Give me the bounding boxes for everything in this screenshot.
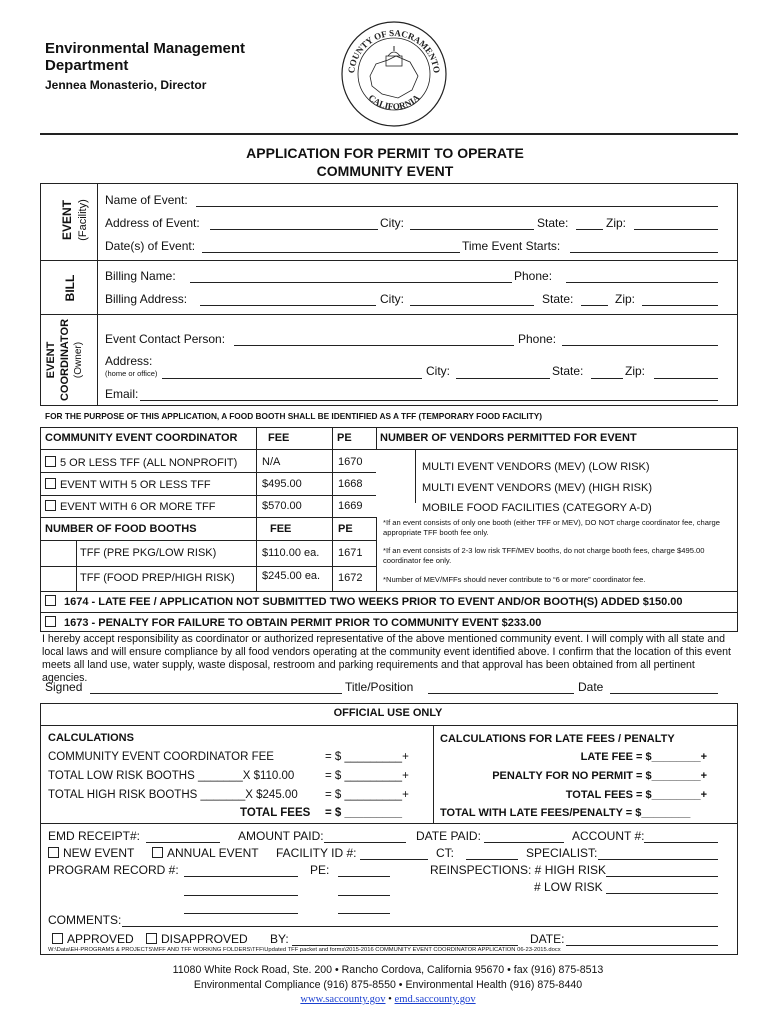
receipt-label: EMD RECEIPT#:: [48, 829, 141, 843]
facility-id-field[interactable]: [360, 859, 428, 860]
billing-state-label: State:: [542, 292, 574, 306]
title-position-field[interactable]: [428, 693, 574, 694]
booth-pe-value: 1671: [338, 547, 363, 559]
address-note: (home or office): [105, 369, 158, 378]
booth-fee-value: $245.00 ea.: [262, 570, 321, 582]
fee-row[interactable]: 5 OR LESS TFF (ALL NONPROFIT): [45, 456, 237, 469]
fee-note: *If an event consists of 2-3 low risk TFF/MEV booths, do not charge booth fees, charge $495.00 coordinator fee only.: [383, 546, 705, 565]
amount-paid-label: AMOUNT PAID:: [238, 829, 324, 843]
pe-field[interactable]: [338, 876, 390, 877]
billing-name-label: Billing Name:: [105, 269, 176, 283]
fee-note: *Number of MEV/MFFs should never contribute to “6 or more” coordinator fee.: [383, 575, 646, 584]
coordinator-column-header: COMMUNITY EVENT COORDINATOR: [45, 432, 238, 444]
amount-paid-field[interactable]: [324, 842, 406, 843]
event-address-field[interactable]: [210, 229, 378, 230]
checkbox-icon[interactable]: [48, 847, 59, 858]
footer-address: 11080 White Rock Road, Ste. 200 • Rancho Cordova, California 95670 • fax (916) 875-8513: [172, 964, 604, 976]
file-path: W:\Data\EH-PROGRAMS & PROJECTS\MFF AND TFF WORKING FOLDERS\TFF\Updated TFF packet and forms\2015-2016 COMMUNITY EVENT COORDINATOR APPLICATION 06-23-2015.docx: [48, 947, 561, 953]
dept-name-line2: Department: [45, 57, 129, 74]
calc-label: TOTAL HIGH RISK BOOTHS _______X $245.00: [48, 789, 298, 801]
contact-person-label: Event Contact Person:: [105, 332, 226, 346]
emd-link[interactable]: emd.saccounty.gov: [394, 994, 476, 1005]
fee-value: $570.00: [262, 500, 302, 512]
billing-zip-label: Zip:: [615, 292, 636, 306]
director-name: Jennea Monasterio, Director: [45, 78, 207, 92]
county-seal-icon: [340, 18, 448, 130]
signature-field[interactable]: [90, 693, 342, 694]
booth-fee-value: $110.00 ea.: [262, 547, 320, 559]
saccounty-link[interactable]: www.saccounty.gov: [300, 994, 386, 1005]
coordinator-state-field[interactable]: [591, 378, 623, 379]
receipt-field[interactable]: [146, 842, 220, 843]
event-name-field[interactable]: [196, 206, 718, 207]
event-time-field[interactable]: [570, 252, 718, 253]
coordinator-label-2: COORDINATOR: [59, 318, 71, 402]
booth-row-label: TFF (PRE PKG/LOW RISK): [80, 547, 217, 559]
footer-websites: www.saccounty.gov • emd.saccounty.gov: [300, 994, 476, 1005]
checkbox-icon[interactable]: [45, 595, 56, 606]
calc-value: = $ _________+: [325, 789, 409, 801]
form-title: APPLICATION FOR PERMIT TO OPERATE: [246, 145, 524, 161]
late-fee-row[interactable]: 1674 - LATE FEE / APPLICATION NOT SUBMITTED TWO WEEKS PRIOR TO EVENT AND/OR BOOTH(S) ADDED $150.00: [45, 595, 683, 608]
checkbox-icon[interactable]: [45, 456, 56, 467]
event-dates-field[interactable]: [202, 252, 460, 253]
vendor-type: MOBILE FOOD FACILITIES (CATEGORY A-D): [422, 502, 652, 514]
checkbox-icon[interactable]: [152, 847, 163, 858]
by-label: BY:: [270, 932, 289, 946]
total-fees-label: TOTAL FEES: [240, 807, 311, 819]
approval-date-label: DATE:: [530, 932, 565, 946]
account-field[interactable]: [644, 842, 718, 843]
calc-label: COMMUNITY EVENT COORDINATOR FEE: [48, 751, 274, 763]
billing-name-field[interactable]: [190, 282, 512, 283]
booth-pe-header: PE: [338, 523, 353, 535]
comments-field[interactable]: [122, 926, 718, 927]
booth-row-label: TFF (FOOD PREP/HIGH RISK): [80, 572, 235, 584]
event-city-label: City:: [380, 216, 404, 230]
program-record-field-2[interactable]: [184, 895, 298, 896]
program-record-label: PROGRAM RECORD #:: [48, 863, 179, 877]
dept-name-line1: Environmental Management: [45, 40, 246, 57]
specialist-label: SPECIALIST:: [526, 846, 598, 860]
pe-label: PE:: [310, 863, 330, 877]
event-state-field[interactable]: [576, 229, 603, 230]
date-label: Date: [578, 680, 604, 694]
event-time-label: Time Event Starts:: [462, 239, 561, 253]
event-dates-label: Date(s) of Event:: [105, 239, 196, 253]
event-state-label: State:: [537, 216, 569, 230]
by-field[interactable]: [292, 945, 518, 946]
calc-value: = $ _________+: [325, 751, 409, 763]
contact-phone-label: Phone:: [518, 332, 557, 346]
coordinator-city-label: City:: [426, 364, 450, 378]
booth-pe-value: 1672: [338, 572, 363, 584]
date-paid-field[interactable]: [484, 842, 564, 843]
account-label: ACCOUNT #:: [572, 829, 645, 843]
low-risk-field[interactable]: [606, 893, 718, 894]
vendor-type: MULTI EVENT VENDORS (MEV) (LOW RISK): [422, 461, 650, 473]
declaration-text: I hereby accept responsibility as coordinator or authorized representative of the above mentioned community event. I will comply with all state and local laws and will ensure compliance by all food vendors operating at the community event identified above. I confirm that the location of this event meets all land use, water supply, waste disposal, restroom and parking requirements and that approval has been obtained from all pertinent agencies.: [42, 633, 731, 684]
penalty-row[interactable]: 1673 - PENALTY FOR FAILURE TO OBTAIN PERMIT PRIOR TO COMMUNITY EVENT $233.00: [45, 616, 541, 629]
email-label: Email:: [105, 387, 139, 401]
program-record-field-3[interactable]: [184, 913, 298, 914]
checkbox-icon[interactable]: [45, 616, 56, 627]
approved-option[interactable]: APPROVED: [52, 932, 134, 946]
signed-label: Signed: [45, 680, 83, 694]
booths-column-header: NUMBER OF FOOD BOOTHS: [45, 523, 197, 535]
coordinator-zip-label: Zip:: [625, 364, 646, 378]
calc-value: = $ _________+: [325, 770, 409, 782]
approval-date-field[interactable]: [566, 945, 718, 946]
ct-label: CT:: [436, 846, 454, 860]
coordinator-address-field[interactable]: [162, 378, 422, 379]
form-subtitle: COMMUNITY EVENT: [316, 163, 454, 179]
facility-id-label: FACILITY ID #:: [276, 846, 357, 860]
pe-field-2[interactable]: [338, 895, 390, 896]
pe-value: 1668: [338, 478, 363, 490]
event-city-field[interactable]: [410, 229, 534, 230]
billing-address-label: Billing Address:: [105, 292, 188, 306]
coordinator-zip-field[interactable]: [654, 378, 718, 379]
billing-city-field[interactable]: [410, 305, 534, 306]
coordinator-address-label: Address:: [105, 354, 153, 368]
title-position-label: Title/Position: [345, 680, 414, 694]
calc-label: TOTAL LOW RISK BOOTHS _______X $110.00: [48, 770, 295, 782]
vendors-column-header: NUMBER OF VENDORS PERMITTED FOR EVENT: [380, 432, 637, 444]
date-field[interactable]: [610, 693, 718, 694]
official-use-heading: OFFICIAL USE ONLY: [333, 707, 443, 719]
pe-column-header: PE: [337, 432, 352, 444]
billing-address-field[interactable]: [200, 305, 376, 306]
ct-field[interactable]: [466, 859, 518, 860]
specialist-field[interactable]: [598, 859, 718, 860]
total-late-fees: TOTAL WITH LATE FEES/PENALTY = $________: [440, 807, 691, 819]
coordinator-label-1: EVENT: [45, 341, 57, 379]
svg-text:COUNTY OF SACRAMENTO: COUNTY OF SACRAMENTO: [346, 27, 442, 74]
event-name-label: Name of Event:: [105, 193, 188, 207]
event-section-label: EVENT: [60, 200, 74, 241]
fee-row[interactable]: EVENT WITH 5 OR LESS TFF: [45, 478, 211, 491]
pe-field-3[interactable]: [338, 913, 390, 914]
billing-city-label: City:: [380, 292, 404, 306]
late-calc-line: LATE FEE = $________+: [580, 751, 707, 763]
disapproved-option[interactable]: DISAPPROVED: [146, 932, 248, 946]
checkbox-icon[interactable]: [52, 933, 63, 944]
fee-value: $495.00: [262, 478, 302, 490]
fee-note: *If an event consists of only one booth (either TFF or MEV), DO NOT charge coordinator fee, charge appropriate TFF booth fee only.: [383, 518, 720, 537]
new-event-option[interactable]: NEW EVENT: [48, 846, 134, 860]
event-zip-field[interactable]: [634, 229, 718, 230]
date-paid-label: DATE PAID:: [416, 829, 481, 843]
low-risk-label: # LOW RISK: [534, 880, 603, 894]
pe-value: 1669: [338, 500, 363, 512]
late-calc-line: TOTAL FEES = $________+: [565, 789, 707, 801]
event-address-label: Address of Event:: [105, 216, 200, 230]
annual-event-option[interactable]: ANNUAL EVENT: [152, 846, 259, 860]
late-calc-heading: CALCULATIONS FOR LATE FEES / PENALTY: [440, 733, 675, 745]
email-field[interactable]: [140, 400, 718, 401]
fee-value: N/A: [262, 456, 281, 468]
contact-phone-field[interactable]: [562, 345, 718, 346]
footer-phones: Environmental Compliance (916) 875-8550 • Environmental Health (916) 875-8440: [193, 979, 583, 991]
svg-text:CALIFORNIA: CALIFORNIA: [366, 92, 422, 112]
booth-fee-header: FEE: [270, 523, 292, 535]
billing-zip-field[interactable]: [642, 305, 718, 306]
checkbox-icon[interactable]: [45, 478, 56, 489]
contact-person-field[interactable]: [234, 345, 514, 346]
calculations-heading: CALCULATIONS: [48, 732, 134, 744]
event-zip-label: Zip:: [606, 216, 627, 230]
checkbox-icon[interactable]: [45, 500, 56, 511]
late-calc-line: PENALTY FOR NO PERMIT = $________+: [492, 770, 707, 782]
high-risk-field[interactable]: [606, 876, 718, 877]
owner-label: (Owner): [73, 341, 84, 379]
fee-column-header: FEE: [268, 432, 290, 444]
total-fees-value: = $ _________: [325, 807, 403, 819]
coordinator-city-field[interactable]: [456, 378, 550, 379]
bill-section-label: BILL: [63, 274, 77, 302]
vendor-type: MULTI EVENT VENDORS (MEV) (HIGH RISK): [422, 482, 653, 494]
fee-row[interactable]: EVENT WITH 6 OR MORE TFF: [45, 500, 215, 513]
billing-phone-label: Phone:: [514, 269, 553, 283]
pe-value: 1670: [338, 456, 363, 468]
billing-state-field[interactable]: [581, 305, 608, 306]
checkbox-icon[interactable]: [146, 933, 157, 944]
coordinator-state-label: State:: [552, 364, 584, 378]
billing-phone-field[interactable]: [566, 282, 718, 283]
comments-label: COMMENTS:: [48, 913, 122, 927]
facility-label: (Facility): [77, 199, 89, 241]
program-record-field[interactable]: [184, 876, 298, 877]
purpose-note: FOR THE PURPOSE OF THIS APPLICATION, A FOOD BOOTH SHALL BE IDENTIFIED AS A TFF (TEMPORARY FOOD FACILITY): [45, 411, 543, 421]
reinspections-label: REINSPECTIONS: # HIGH RISK: [430, 863, 607, 877]
